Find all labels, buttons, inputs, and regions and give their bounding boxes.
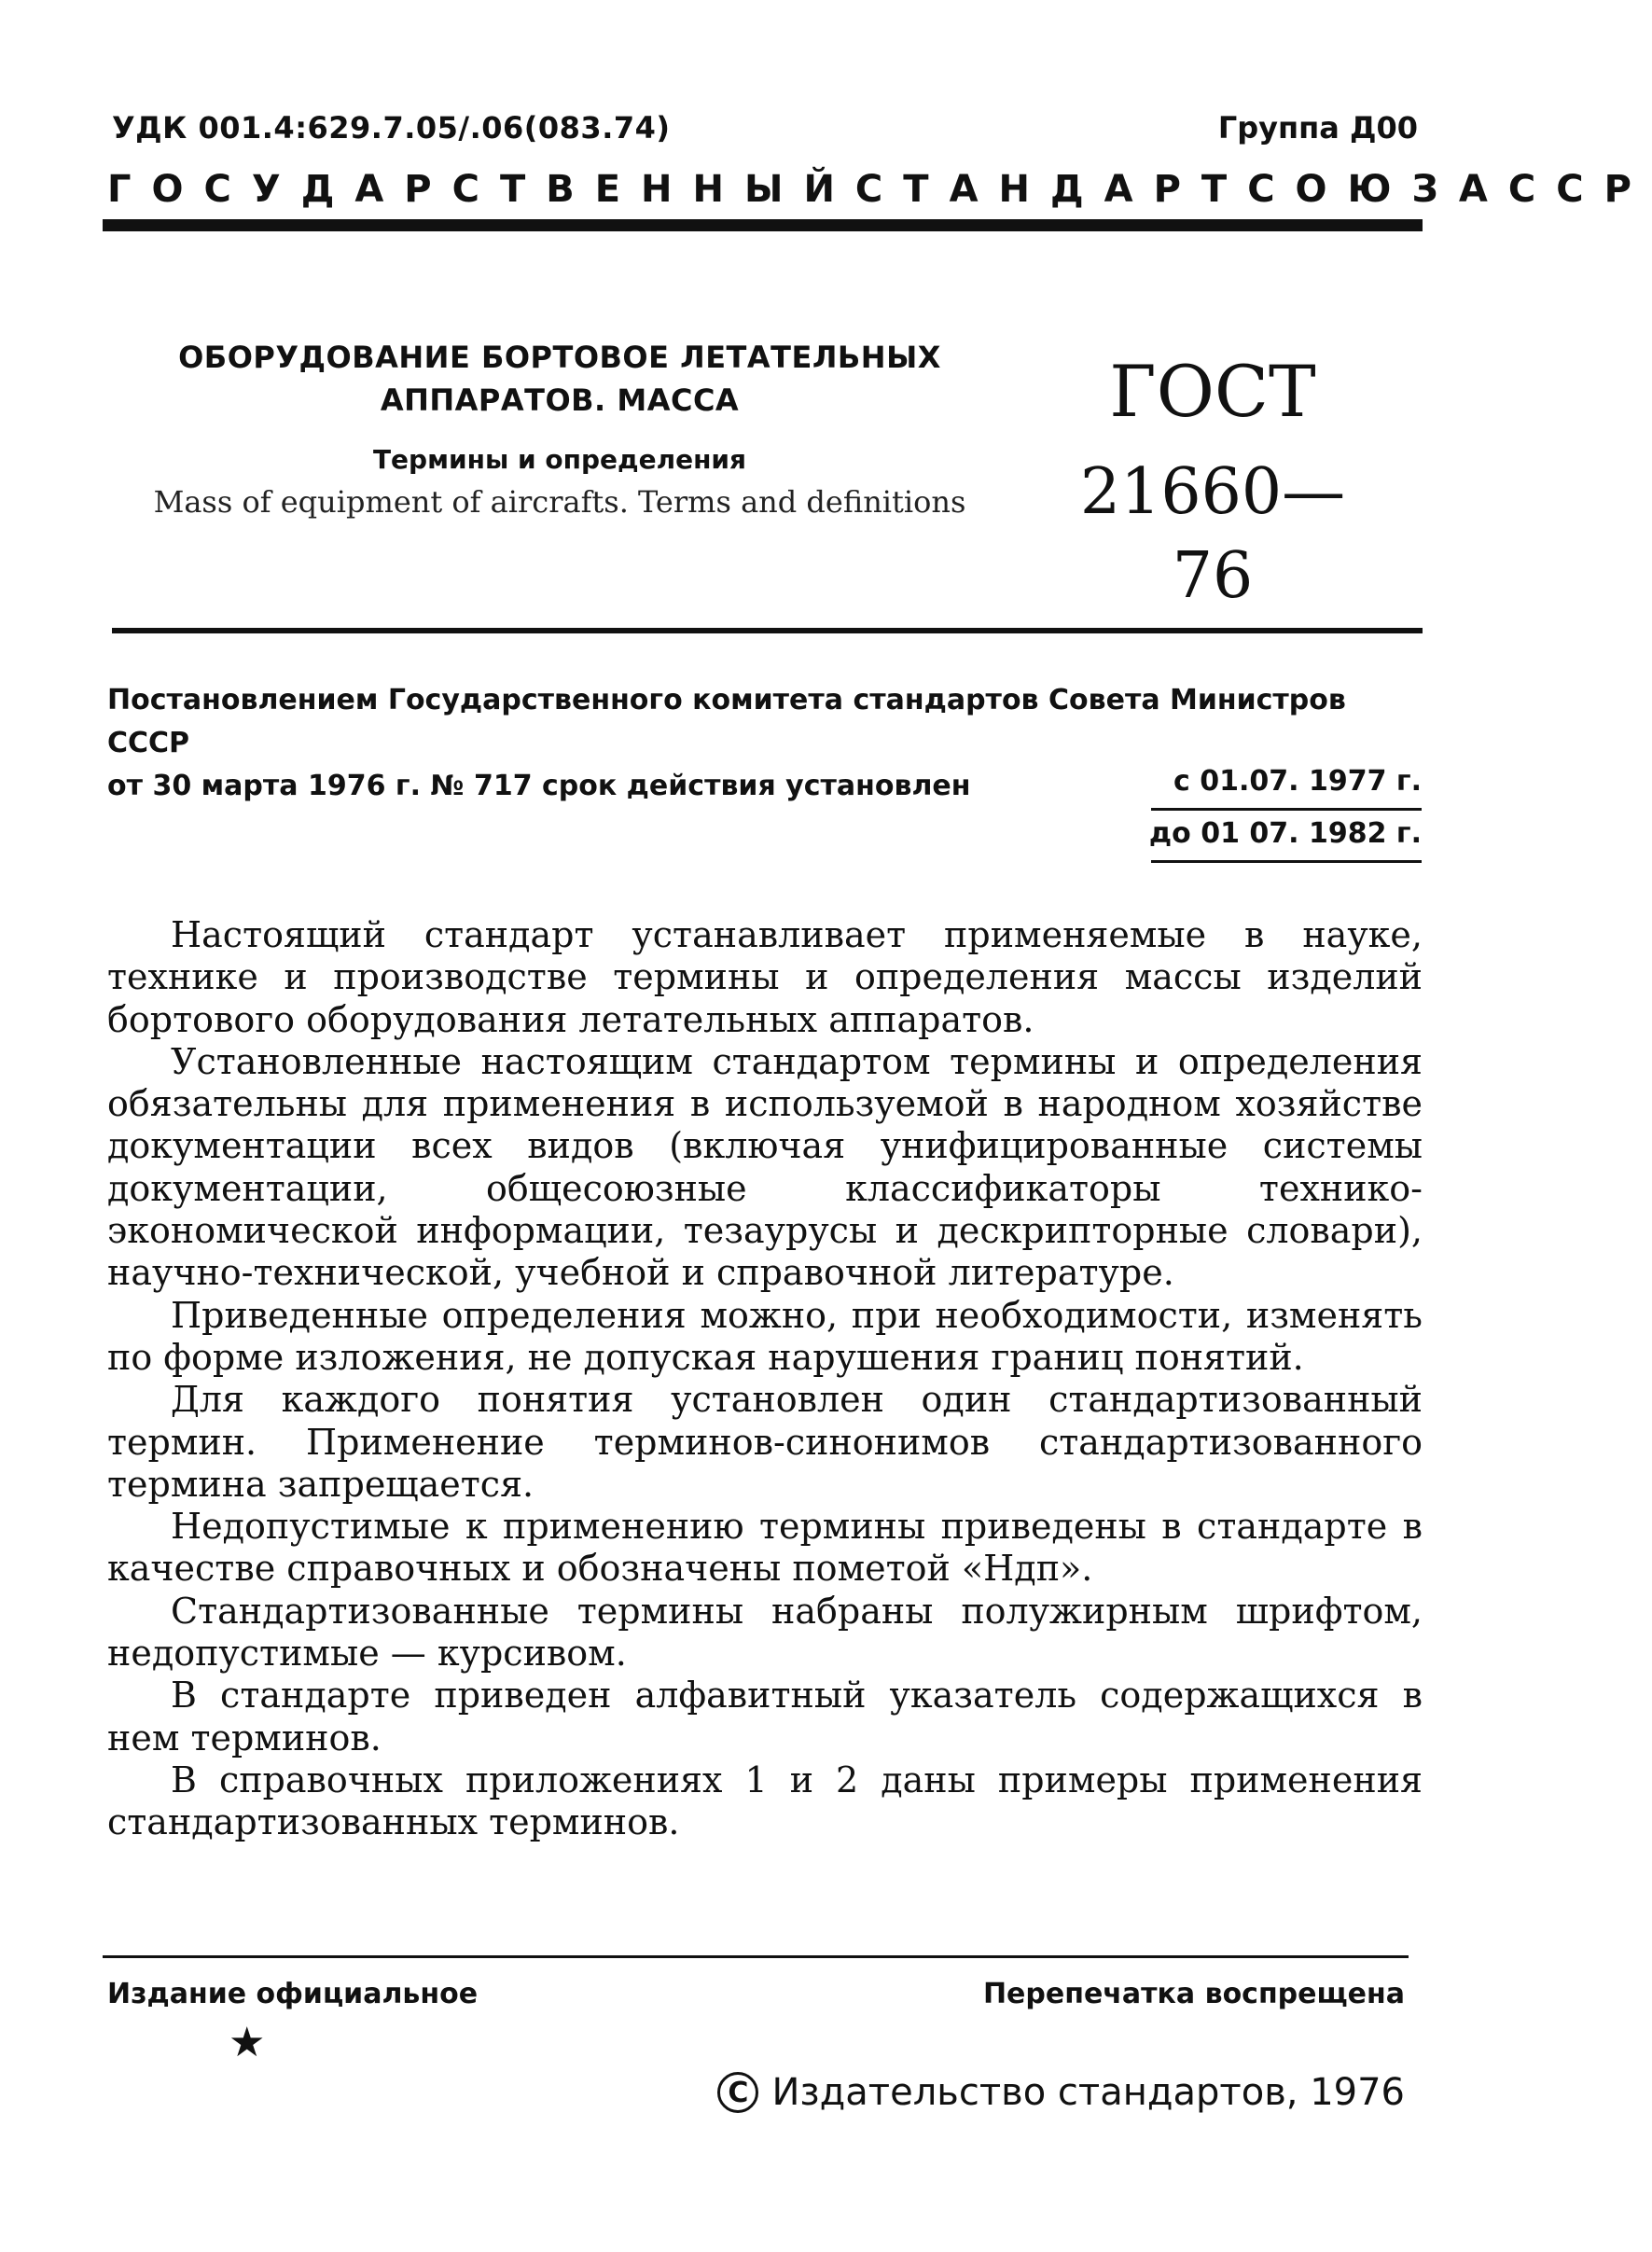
paragraph: Стандартизованные термины набраны полужирным шрифтом, недопустимые — курсивом.: [107, 1590, 1423, 1675]
valid-to-underline: [1151, 860, 1422, 863]
banner-word: СТАНДАРТ: [854, 168, 1248, 211]
udk-code: УДК 001.4:629.7.05/.06(083.74): [112, 110, 671, 146]
decree-line-2: от 30 марта 1976 г. № 717 срок действия установлен: [107, 770, 971, 802]
gost-number: 21660—76: [1079, 455, 1346, 613]
group-code: Группа Д00: [1217, 110, 1418, 146]
title-line-1: ОБОРУДОВАНИЕ БОРТОВОЕ ЛЕТАТЕЛЬНЫХ: [178, 340, 941, 375]
gost-word: ГОСТ: [1109, 350, 1316, 433]
valid-from: с 01.07. 1977 г.: [1173, 765, 1422, 798]
official-edition-label: Издание официальное: [107, 1978, 479, 2010]
publisher: Издательство стандартов, 1976: [771, 2071, 1405, 2114]
paragraph: Для каждого понятия установлен один стандартизованный термин. Применение терминов-синонимов стандартизованного термина запрещается.: [107, 1379, 1423, 1505]
english-title: Mass of equipment of aircrafts. Terms and definitions: [153, 484, 966, 520]
thick-rule: [103, 219, 1423, 231]
standard-banner: [107, 168, 1652, 211]
valid-to: до 01 07. 1982 г.: [1148, 817, 1422, 850]
paragraph: В справочных приложениях 1 и 2 даны примеры применения стандартизованных терминов.: [107, 1759, 1423, 1843]
banner-word: ГОСУДАРСТВЕННЫЙ: [107, 168, 855, 211]
subtitle: Термины и определения: [372, 444, 747, 475]
title-line-2: АППАРАТОВ. МАССА: [380, 382, 740, 418]
body-text: [107, 914, 1423, 1844]
copyright-icon: C: [717, 2072, 758, 2113]
paragraph: Установленные настоящим стандартом термины и определения обязательны для применения в используемой в народном хозяйстве документации всех видов (включая унифицированные системы документации, общесоюзные классификаторы технико-экономической информации, тезаурусы и дескрипторные словари), научно-технической, учебной и справочной литературе.: [107, 1040, 1423, 1294]
paragraph: Приведенные определения можно, при необходимости, изменять по форме изложения, не допуская нарушения границ понятий.: [107, 1294, 1423, 1378]
copyright-line: [717, 2071, 1405, 2114]
valid-from-underline: [1151, 808, 1422, 811]
star-icon: ★: [229, 2019, 266, 2066]
decree-line-1: Постановлением Государственного комитета стандартов Совета Министров СССР: [107, 684, 1346, 759]
paragraph: Недопустимые к применению термины приведены в стандарте в качестве справочных и обозначены пометой «Ндп».: [107, 1506, 1423, 1590]
gost-designation: [1045, 350, 1381, 619]
banner-word: СОЮЗА: [1247, 168, 1508, 211]
no-reprint-label: Перепечатка воспрещена: [982, 1978, 1405, 2010]
banner-word: ССР: [1507, 168, 1652, 211]
footer-rule: [103, 1955, 1409, 1958]
paragraph: Настоящий стандарт устанавливает применяемые в науке, технике и производстве термины и определения массы изделий бортового оборудования летательных аппаратов.: [107, 914, 1423, 1040]
paragraph: В стандарте приведен алфавитный указатель содержащихся в нем терминов.: [107, 1675, 1423, 1759]
title-block: [149, 336, 970, 520]
middle-rule: [112, 628, 1423, 633]
